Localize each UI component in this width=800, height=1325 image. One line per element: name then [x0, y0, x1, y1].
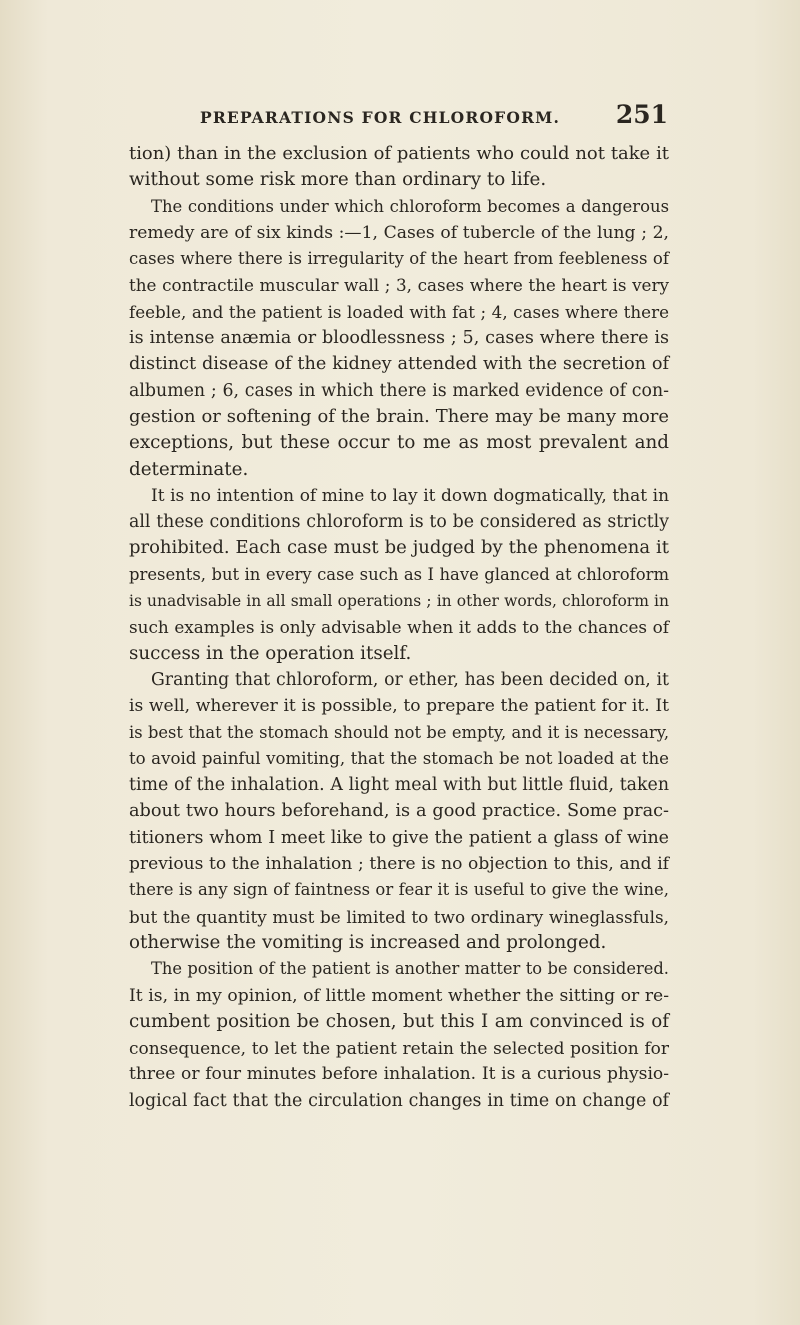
text-line: presents, but in every case such as I have glanced at chloroform: [129, 564, 669, 584]
text-line: cases where there is irregularity of the heart from feebleness of: [129, 249, 669, 269]
text-line: gestion or softening of the brain. There may be many more: [129, 405, 669, 427]
text-line: there is any sign of faintness or fear it is useful to give the wine,: [129, 880, 669, 900]
text-line: but the quantity must be limited to two ordinary wineglassfuls,: [129, 906, 669, 927]
text-line: It is, in my opinion, of little moment whether the sitting or re-: [129, 985, 669, 1006]
text-line: all these conditions chloroform is to be considered as strictly: [129, 512, 669, 533]
text-line: is unadvisable in all small operations ; in other words, chloroform in: [129, 592, 669, 611]
text-line: is intense anæmia or bloodlessness ; 5, cases where there is: [129, 328, 669, 349]
text-line: time of the inhalation. A light meal with but little fluid, taken: [129, 775, 669, 796]
text-line: Granting that chloroform, or ether, has been decided on, it: [151, 669, 669, 690]
text-line: to avoid painful vomiting, that the stomach be not loaded at the: [129, 748, 669, 768]
text-line: otherwise the vomiting is increased and prolonged.: [129, 931, 607, 953]
text-line: previous to the inhalation ; there is no objection to this, and if: [129, 854, 669, 875]
running-head: [200, 100, 668, 136]
text-line: consequence, to let the patient retain the selected position for: [129, 1038, 669, 1059]
text-line: determinate.: [129, 458, 249, 480]
text-line: exceptions, but these occur to me as most prevalent and: [129, 432, 669, 454]
text-line: distinct disease of the kidney attended with the secretion of: [129, 354, 669, 375]
text-line: logical fact that the circulation changes in time on change of: [129, 1090, 669, 1111]
page-number: 251: [615, 100, 668, 129]
text-line: cumbent position be chosen, but this I am convinced is of: [129, 1010, 669, 1032]
text-line: remedy are of six kinds :—1, Cases of tubercle of the lung ; 2,: [129, 222, 669, 243]
text-line: albumen ; 6, cases in which there is marked evidence of con-: [129, 380, 669, 401]
text-line: The position of the patient is another matter to be considered.: [151, 959, 669, 979]
text-line: It is no intention of mine to lay it down dogmatically, that in: [151, 485, 669, 506]
text-line: without some risk more than ordinary to life.: [129, 169, 547, 191]
body-text: [129, 141, 669, 1114]
text-line: tion) than in the exclusion of patients who could not take it: [129, 143, 669, 164]
running-title: PREPARATIONS FOR CHLOROFORM.: [200, 108, 561, 127]
text-line: such examples is only advisable when it adds to the chances of: [129, 617, 669, 638]
text-line: about two hours beforehand, is a good practice. Some prac-: [129, 801, 669, 822]
text-line: is best that the stomach should not be empty, and it is necessary,: [129, 722, 669, 742]
text-line: prohibited. Each case must be judged by the phenomena it: [129, 537, 669, 559]
text-line: titioners whom I meet like to give the patient a glass of wine: [129, 827, 669, 848]
text-line: three or four minutes before inhalation. It is a curious physio-: [129, 1064, 669, 1085]
text-line: success in the operation itself.: [129, 642, 412, 664]
text-line: is well, wherever it is possible, to prepare the patient for it. It: [129, 696, 669, 717]
text-line: feeble, and the patient is loaded with fat ; 4, cases where there: [129, 301, 669, 322]
text-line: The conditions under which chloroform becomes a dangerous: [151, 196, 669, 216]
text-line: the contractile muscular wall ; 3, cases where the heart is very: [129, 275, 669, 296]
